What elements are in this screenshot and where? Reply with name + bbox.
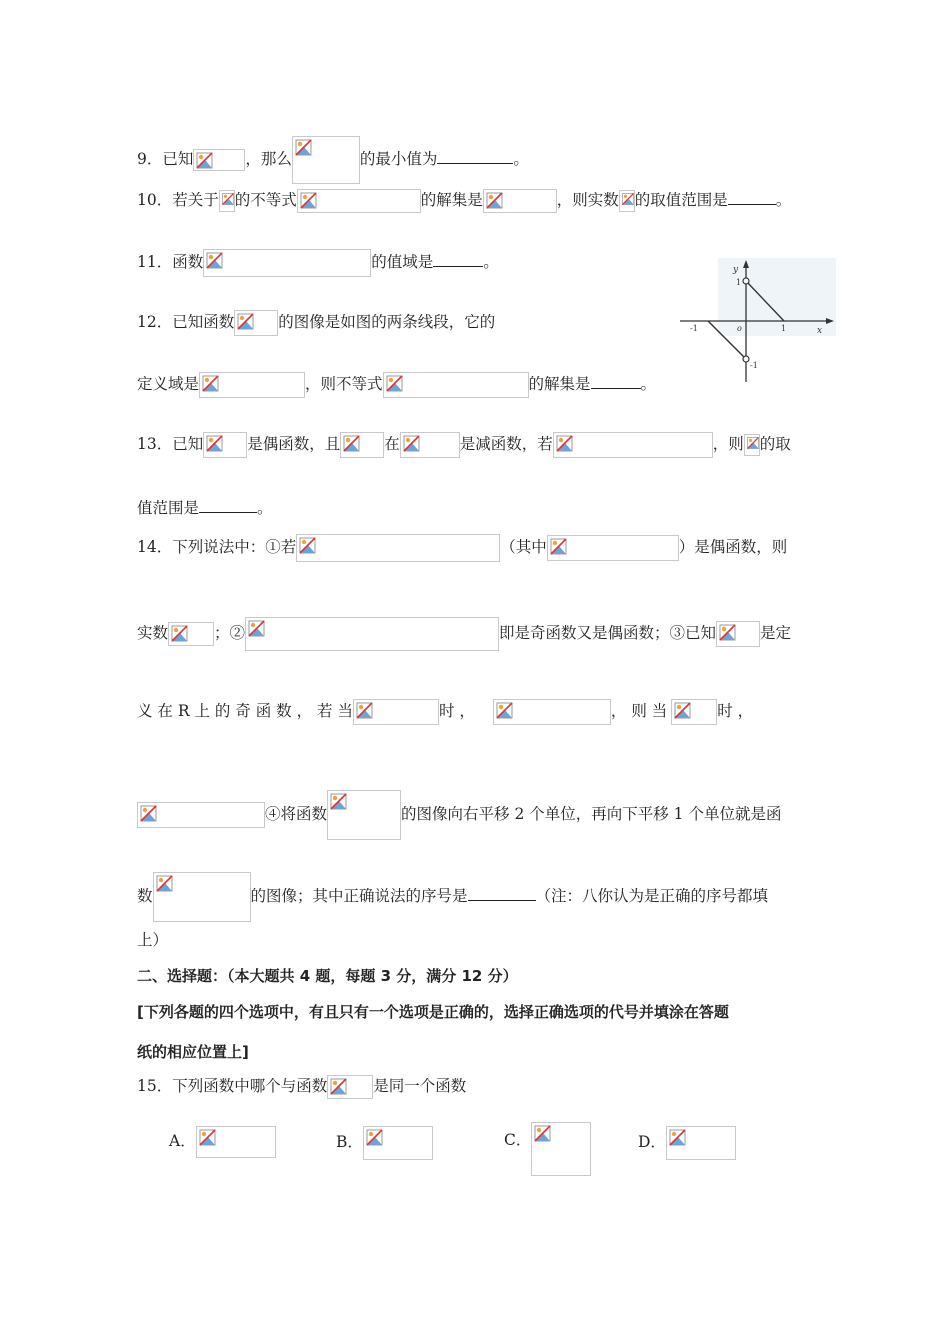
formula-image (196, 1126, 276, 1158)
formula-image (168, 622, 214, 646)
open-point-top (743, 278, 749, 284)
answer-blank (591, 372, 641, 389)
formula-image (353, 699, 439, 725)
formula-image (245, 617, 499, 651)
formula-image (297, 189, 421, 213)
broken-image-icon (236, 312, 255, 331)
question-14: 14．下列说法中：①若 （其中 ）是偶函数，则 (137, 533, 787, 561)
broken-image-icon (365, 1128, 384, 1147)
graph-label-origin: o (737, 324, 742, 333)
broken-image-icon (247, 619, 266, 638)
broken-image-icon (621, 192, 635, 206)
broken-image-icon (668, 1128, 687, 1147)
formula-image (716, 621, 760, 647)
broken-image-icon (198, 1128, 217, 1147)
question-14-line3: 义 在 R 上 的 奇 函 数 ， 若 当 时 ， ， 则 当 时 ， (137, 697, 753, 725)
broken-image-icon (718, 623, 737, 642)
answer-blank (728, 188, 776, 205)
broken-image-icon (402, 434, 421, 453)
option-d[interactable]: D． (638, 1126, 736, 1154)
option-a[interactable]: A． (169, 1126, 276, 1154)
graph-label-x1: 1 (781, 324, 787, 333)
broken-image-icon (746, 436, 760, 450)
broken-image-icon (495, 701, 514, 720)
broken-image-icon (533, 1124, 552, 1143)
broken-image-icon (155, 874, 174, 893)
broken-image-icon (205, 434, 224, 453)
formula-image (137, 802, 265, 828)
section-2-instruction: [下列各题的四个选项中，有且只有一个选项是正确的，选择正确选项的代号并填涂在答题 (137, 1003, 729, 1021)
broken-image-icon (298, 536, 317, 555)
broken-image-icon (170, 624, 189, 643)
answer-blank (433, 250, 483, 267)
broken-image-icon (673, 701, 692, 720)
broken-image-icon (201, 374, 220, 393)
broken-image-icon (549, 537, 568, 556)
formula-image (671, 699, 717, 725)
question-14-line6: 上） (137, 931, 169, 949)
broken-image-icon (555, 434, 574, 453)
option-b[interactable]: B． (336, 1126, 433, 1154)
formula-image (327, 1075, 373, 1099)
question-10: 10．若关于 的不等式 的解集是 ，则实数 的取值范围是 。 (137, 186, 791, 214)
broken-image-icon (385, 374, 404, 393)
graph-label-yneg1: -1 (750, 361, 758, 370)
question-13-cont: 值范围是 。 (137, 494, 273, 522)
formula-image (193, 149, 245, 171)
function-graph (678, 258, 838, 384)
section-2-title: 二、选择题：（本大题共 4 题，每题 3 分，满分 12 分） (137, 967, 518, 985)
graph-label-x: x (817, 326, 823, 336)
open-point-bottom (743, 356, 749, 362)
question-9: 9．已知 ，那么 的最小值为 。 (137, 136, 529, 164)
broken-image-icon (329, 1077, 348, 1096)
question-14-line2: 实数 ；② 即是奇函数又是偶函数；③已知 是定 (137, 617, 791, 645)
broken-image-icon (329, 792, 348, 811)
formula-image (619, 190, 635, 212)
question-11: 11．函数 的值域是 。 (137, 248, 499, 276)
formula-image (493, 699, 611, 725)
formula-image (363, 1126, 433, 1160)
broken-image-icon (299, 191, 318, 210)
broken-image-icon (294, 138, 313, 157)
formula-image (296, 534, 500, 562)
answer-blank (437, 147, 513, 164)
formula-image (153, 872, 251, 922)
formula-image (219, 190, 235, 212)
section-2-instruction-cont: 纸的相应位置上] (137, 1043, 249, 1061)
question-12: 12．已知函数 的图像是如图的两条线段，它的 (137, 308, 495, 336)
answer-blank (199, 496, 257, 513)
formula-image (203, 432, 247, 458)
broken-image-icon (342, 434, 361, 453)
graph-label-y: y (733, 265, 739, 275)
question-14-line5: 数 的图像；其中正确说法的序号是 （注：八你认为是正确的序号都填 (137, 872, 768, 900)
broken-image-icon (485, 191, 504, 210)
question-14-line4: ④将函数 的图像向右平移 2 个单位，再向下平移 1 个单位就是函 (137, 790, 781, 818)
broken-image-icon (221, 192, 235, 206)
formula-image (400, 432, 460, 458)
formula-image (531, 1122, 591, 1176)
question-15: 15．下列函数中哪个与函数 是同一个函数 (137, 1072, 466, 1100)
formula-image (234, 310, 278, 336)
broken-image-icon (205, 251, 224, 270)
question-13: 13．已知 是偶函数，且 在 是减函数，若 ，则 的取 (137, 430, 791, 458)
formula-image (483, 189, 557, 213)
broken-image-icon (355, 701, 374, 720)
formula-image (547, 535, 679, 561)
broken-image-icon (139, 804, 158, 823)
formula-image (383, 372, 529, 398)
graph-label-y1: 1 (736, 278, 742, 287)
formula-image (744, 434, 760, 456)
formula-image (340, 432, 384, 458)
formula-image (292, 136, 360, 184)
broken-image-icon (195, 151, 214, 170)
formula-image (203, 249, 371, 277)
question-12-cont: 定义域是 ，则不等式 的解集是 。 (137, 370, 656, 398)
formula-image (553, 432, 713, 458)
formula-image (666, 1126, 736, 1160)
formula-image (327, 790, 401, 840)
graph-label-xneg1: -1 (690, 324, 698, 333)
answer-blank (468, 884, 536, 901)
option-c[interactable]: C． (504, 1126, 591, 1154)
formula-image (199, 372, 305, 398)
